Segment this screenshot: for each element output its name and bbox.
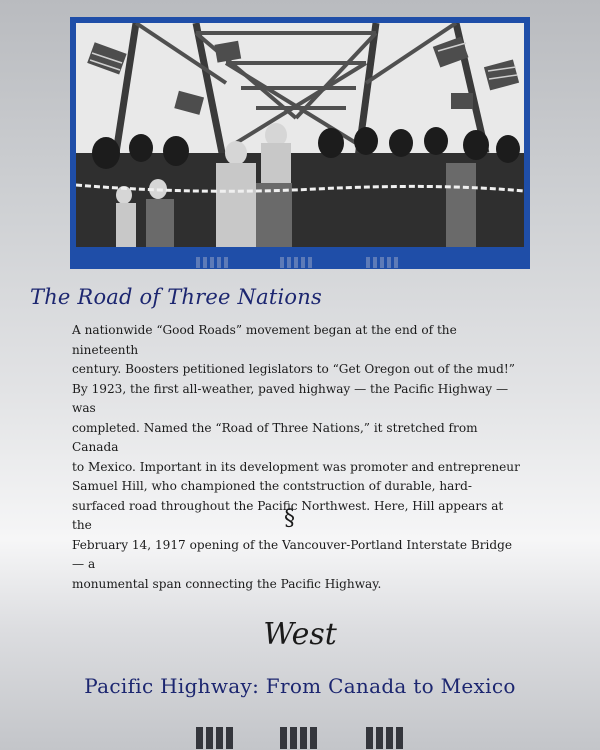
decorative-bars-bottom-left [196, 727, 233, 749]
decorative-bars-bottom-right [366, 727, 403, 749]
series-subtitle: Pacific Highway: From Canada to Mexico [84, 674, 516, 698]
bridge-crowd-illustration [76, 23, 524, 247]
region-heading: West [263, 617, 337, 652]
decorative-bars-top-right [366, 257, 398, 268]
decorative-bars-top-center [280, 257, 312, 268]
historic-bridge-photo [76, 23, 524, 247]
panel-body-text: A nationwide “Good Roads” movement began at the end of the nineteenth century. Boosters petitioned legislators to “Get Oregon out of the mud!” By 1923, the first all-weather, paved highway — the Pacific Highway — was completed. Named the “Road of Three Nations,” it stretched from Canada to Mexico. Important in its development was promoter and entrepreneur Samuel Hill, who championed the contstruction of durable, hard- surfaced road throughout the Pacific Northwest. Here, Hill appears at the February 14, 1917 opening of the Vancouver-Portland Interstate Bridge — a monumental span connecting the Pacific Highway. [72, 323, 520, 591]
decorative-bars-top-left [196, 257, 228, 268]
decorative-bars-bottom-center [280, 727, 317, 749]
panel-title: The Road of Three Nations [30, 285, 322, 309]
photo-frame [70, 17, 530, 269]
section-ornament: § [284, 506, 295, 531]
